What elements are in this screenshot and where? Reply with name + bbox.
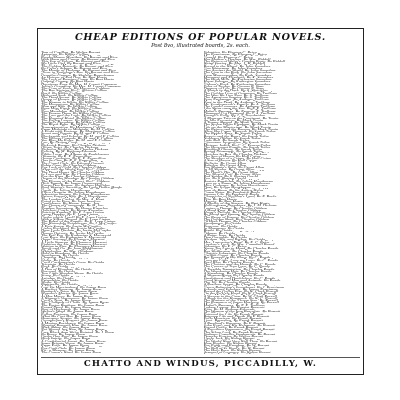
book-list-left-column bbox=[41, 51, 198, 354]
page-title: CHEAP EDITIONS OF POPULAR NOVELS. bbox=[74, 32, 327, 43]
page-subtitle: Post 8vo, illustrated boards, 2s. each. bbox=[151, 43, 250, 49]
book-list-right-column bbox=[204, 51, 361, 354]
book-listing bbox=[41, 351, 198, 353]
book-listing bbox=[204, 353, 361, 354]
book-list-columns bbox=[41, 51, 360, 354]
publisher-footer: CHATTO AND WINDUS, PICCADILLY, W. bbox=[41, 357, 360, 370]
advertisement-page bbox=[37, 28, 364, 375]
